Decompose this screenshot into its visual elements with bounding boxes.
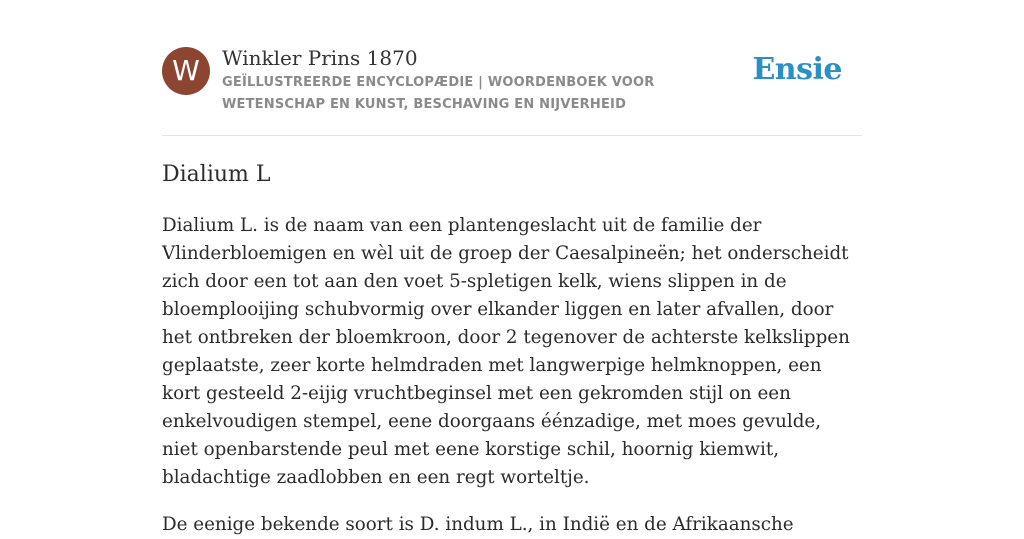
publication-header xyxy=(162,46,862,136)
article-title: Dialium L xyxy=(162,162,271,187)
publication-title[interactable]: Winkler Prins 1870 xyxy=(222,46,418,70)
header-divider xyxy=(162,135,862,136)
article-paragraph: Dialium L. is de naam van een plantengeslacht uit de familie der Vlinderbloemigen en wèl uit de groep der Caesalpineën; het onderscheidt zich door een tot aan den voet 5-spletigen kelk, wiens slippen in de bloemplooijing schubvormig over elkander liggen en later afvallen, door het ontbreken der bloemkroon, door 2 tegenover de achterste kelkslippen geplaatste, zeer korte helmdraden met langwerpige helmknoppen, een kort gesteeld 2-eijig vruchtbeginsel met een gekromden stijl on een enkelvoudigen stempel, eene doorgaans éénzadige, met moes gevulde, niet openbarstende peul met eene korstige schil, hoornig kiemwit, bladachtige zaadlobben en een regt worteltje. xyxy=(162,215,850,488)
publication-avatar[interactable]: W xyxy=(162,47,210,95)
ensie-logo[interactable]: Ensie xyxy=(752,52,842,87)
publication-subtitle: GEÏLLUSTREERDE ENCYCLOPÆDIE | WOORDENBOEK VOOR WETENSCHAP EN KUNST, BESCHAVING EN NIJVERHEID xyxy=(222,75,655,112)
article-paragraph: De eenige bekende soort is D. indum L., in Indië en de Afrikaansche xyxy=(162,514,794,535)
article xyxy=(162,155,862,539)
